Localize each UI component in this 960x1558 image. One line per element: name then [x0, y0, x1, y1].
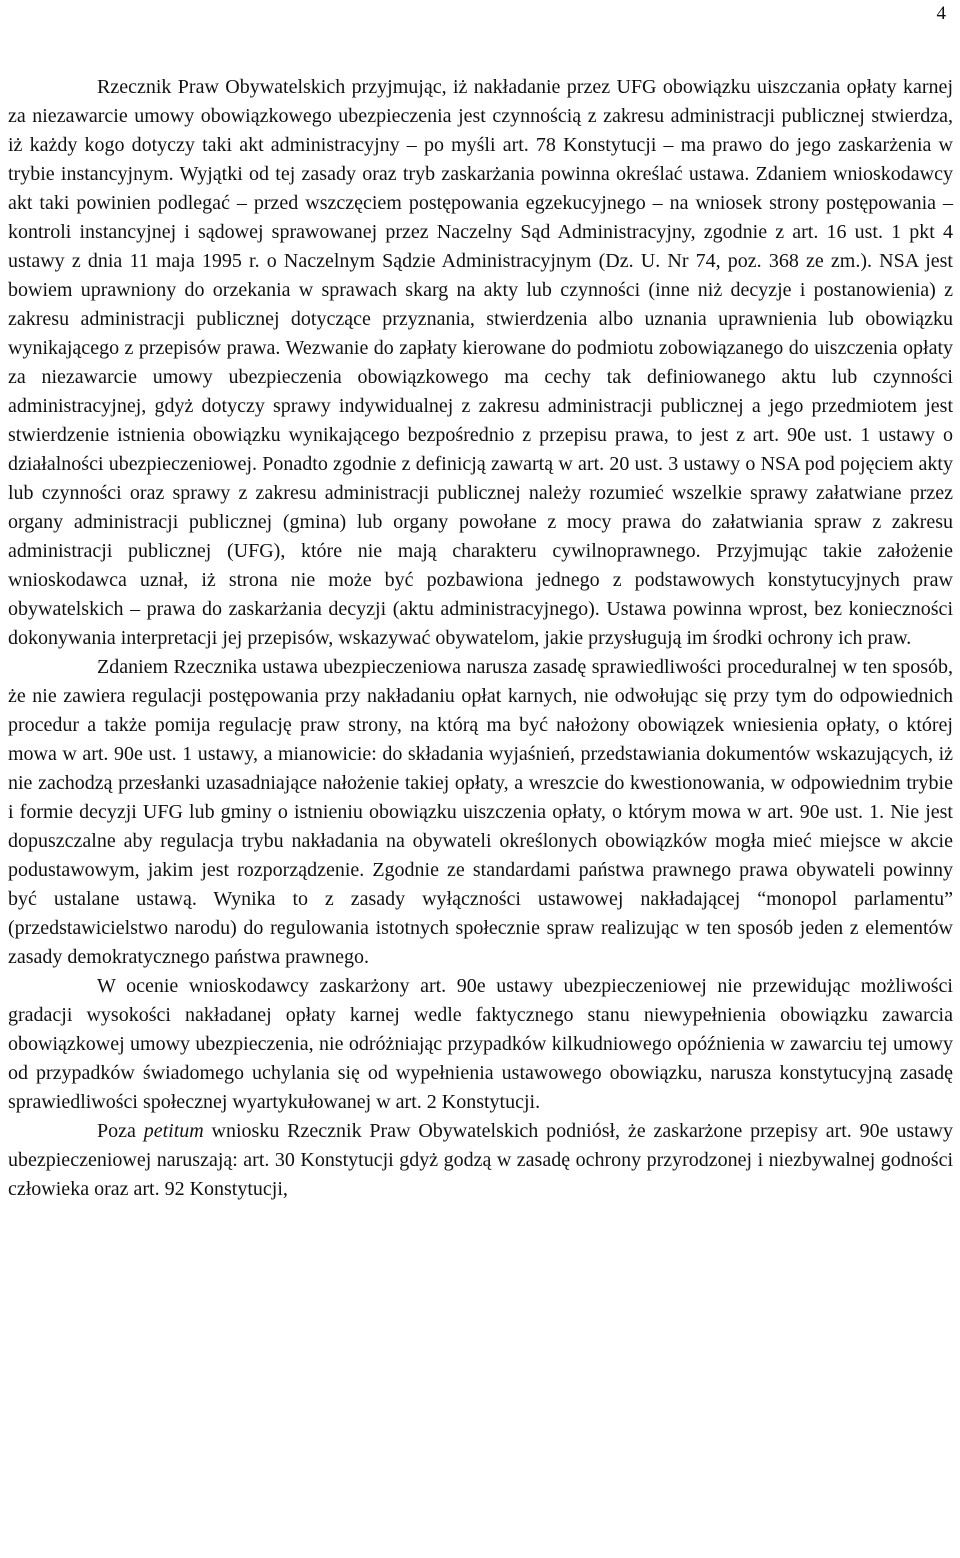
paragraph-4-rest: wniosku Rzecznik Praw Obywatelskich podniósł, że zaskarżone przepisy art. 90e ustawy ubezpieczeniowej naruszają: art. 30 Konstytucji gdyż godzą w zasadę ochrony przyrodzonej i niezbywalnej godności człowieka oraz art. 92 Konstytucji,: [8, 1120, 953, 1200]
paragraph-4-lead: Poza: [97, 1120, 144, 1142]
paragraph-2: Zdaniem Rzecznika ustawa ubezpieczeniowa narusza zasadę sprawiedliwości proceduralnej w ten sposób, że nie zawiera regulacji postępowania przy nakładaniu opłat karnych, nie odwołując się przy tym do odpowiednich procedur a także pomija regulację praw strony, na którą ma być nałożony obowiązek wniesienia opłaty, o której mowa w art. 90e ust. 1 ustawy, a mianowicie: do składania wyjaśnień, przedstawiania dokumentów wskazujących, iż nie zachodzą przesłanki uzasadniające nałożenie takiej opłaty, a wreszcie do kwestionowania, w odpowiednim trybie i formie decyzji UFG lub gminy o istnieniu obowiązku uiszczenia opłaty, o którym mowa w art. 90e ust. 1. Nie jest dopuszczalne aby regulacja trybu nakładania na obywateli określonych obowiązków mogła mieć miejsce w akcie podustawowym, jakim jest rozporządzenie. Zgodnie ze standardami państwa prawnego prawa obywateli powinny być ustalane ustawą. Wynika to z zasady wyłączności ustawowej nakładającej “monopol parlamentu” (przedstawicielstwo narodu) do regulowania istotnych społecznie spraw realizując w ten sposób jeden z elementów zasady demokratycznego państwa prawnego.: [8, 656, 953, 968]
document-body: [8, 73, 953, 1204]
petitum-emphasis: petitum: [143, 1120, 204, 1142]
page-number: 4: [936, 3, 946, 24]
paragraph-1: Rzecznik Praw Obywatelskich przyjmując, iż nakładanie przez UFG obowiązku uiszczania opłaty karnej za niezawarcie umowy obowiązkowego ubezpieczenia jest czynnością z zakresu administracji publicznej stwierdza, iż każdy kogo dotyczy taki akt administracyjny – po myśli art. 78 Konstytucji – ma prawo do jego zaskarżenia w trybie instancyjnym. Wyjątki od tej zasady oraz tryb zaskarżania powinna określać ustawa. Zdaniem wnioskodawcy akt taki powinien podlegać – przed wszczęciem postępowania egzekucyjnego – na wniosek strony postępowania – kontroli instancyjnej i sądowej sprawowanej przez Naczelny Sąd Administracyjny, zgodnie z art. 16 ust. 1 pkt 4 ustawy z dnia 11 maja 1995 r. o Naczelnym Sądzie Administracyjnym (Dz. U. Nr 74, poz. 368 ze zm.). NSA jest bowiem uprawniony do orzekania w sprawach skarg na akty lub czynności (inne niż decyzje i postanowienia) z zakresu administracji publicznej dotyczące przyznania, stwierdzenia albo uznania uprawnienia lub obowiązku wynikającego z przepisów prawa. Wezwanie do zapłaty kierowane do podmiotu zobowiązanego do uiszczenia opłaty za niezawarcie umowy ubezpieczenia obowiązkowego ma cechy tak definiowanego aktu lub czynności administracyjnej, gdyż dotyczy sprawy indywidualnej z zakresu administracji publicznej a jego przedmiotem jest stwierdzenie istnienia obowiązku wynikającego bezpośrednio z przepisu prawa, to jest z art. 90e ust. 1 ustawy o działalności ubezpieczeniowej. Ponadto zgodnie z definicją zawartą w art. 20 ust. 3 ustawy o NSA pod pojęciem akty lub czynności oraz sprawy z zakresu administracji publicznej należy rozumieć wszelkie sprawy załatwiane przez organy administracji publicznej (gmina) lub organy powołane z mocy prawa do załatwiania spraw z zakresu administracji publicznej (UFG), które nie mają charakteru cywilnoprawnego. Przyjmując takie założenie wnioskodawca uznał, iż strona nie może być pozbawiona jednego z podstawowych konstytucyjnych praw obywatelskich – prawa do zaskarżania decyzji (aktu administracyjnego). Ustawa powinna wprost, bez konieczności dokonywania interpretacji jej przepisów, wskazywać obywatelom, jakie przysługują im środki ochrony ich praw.: [8, 76, 953, 649]
paragraph-3: W ocenie wnioskodawcy zaskarżony art. 90e ustawy ubezpieczeniowej nie przewidując możliwości gradacji wysokości nakładanej opłaty karnej wedle faktycznego stanu niewypełnienia obowiązku zawarcia obowiązkowej umowy ubezpieczenia, nie odróżniając przypadków kilkudniowego opóźnienia w zawarciu tej umowy od przypadków świadomego uchylania się od wypełnienia ustawowego obowiązku, narusza konstytucyjną zasadę sprawiedliwości społecznej wyartykułowanej w art. 2 Konstytucji.: [8, 975, 953, 1113]
paragraph-4: [8, 1117, 953, 1204]
